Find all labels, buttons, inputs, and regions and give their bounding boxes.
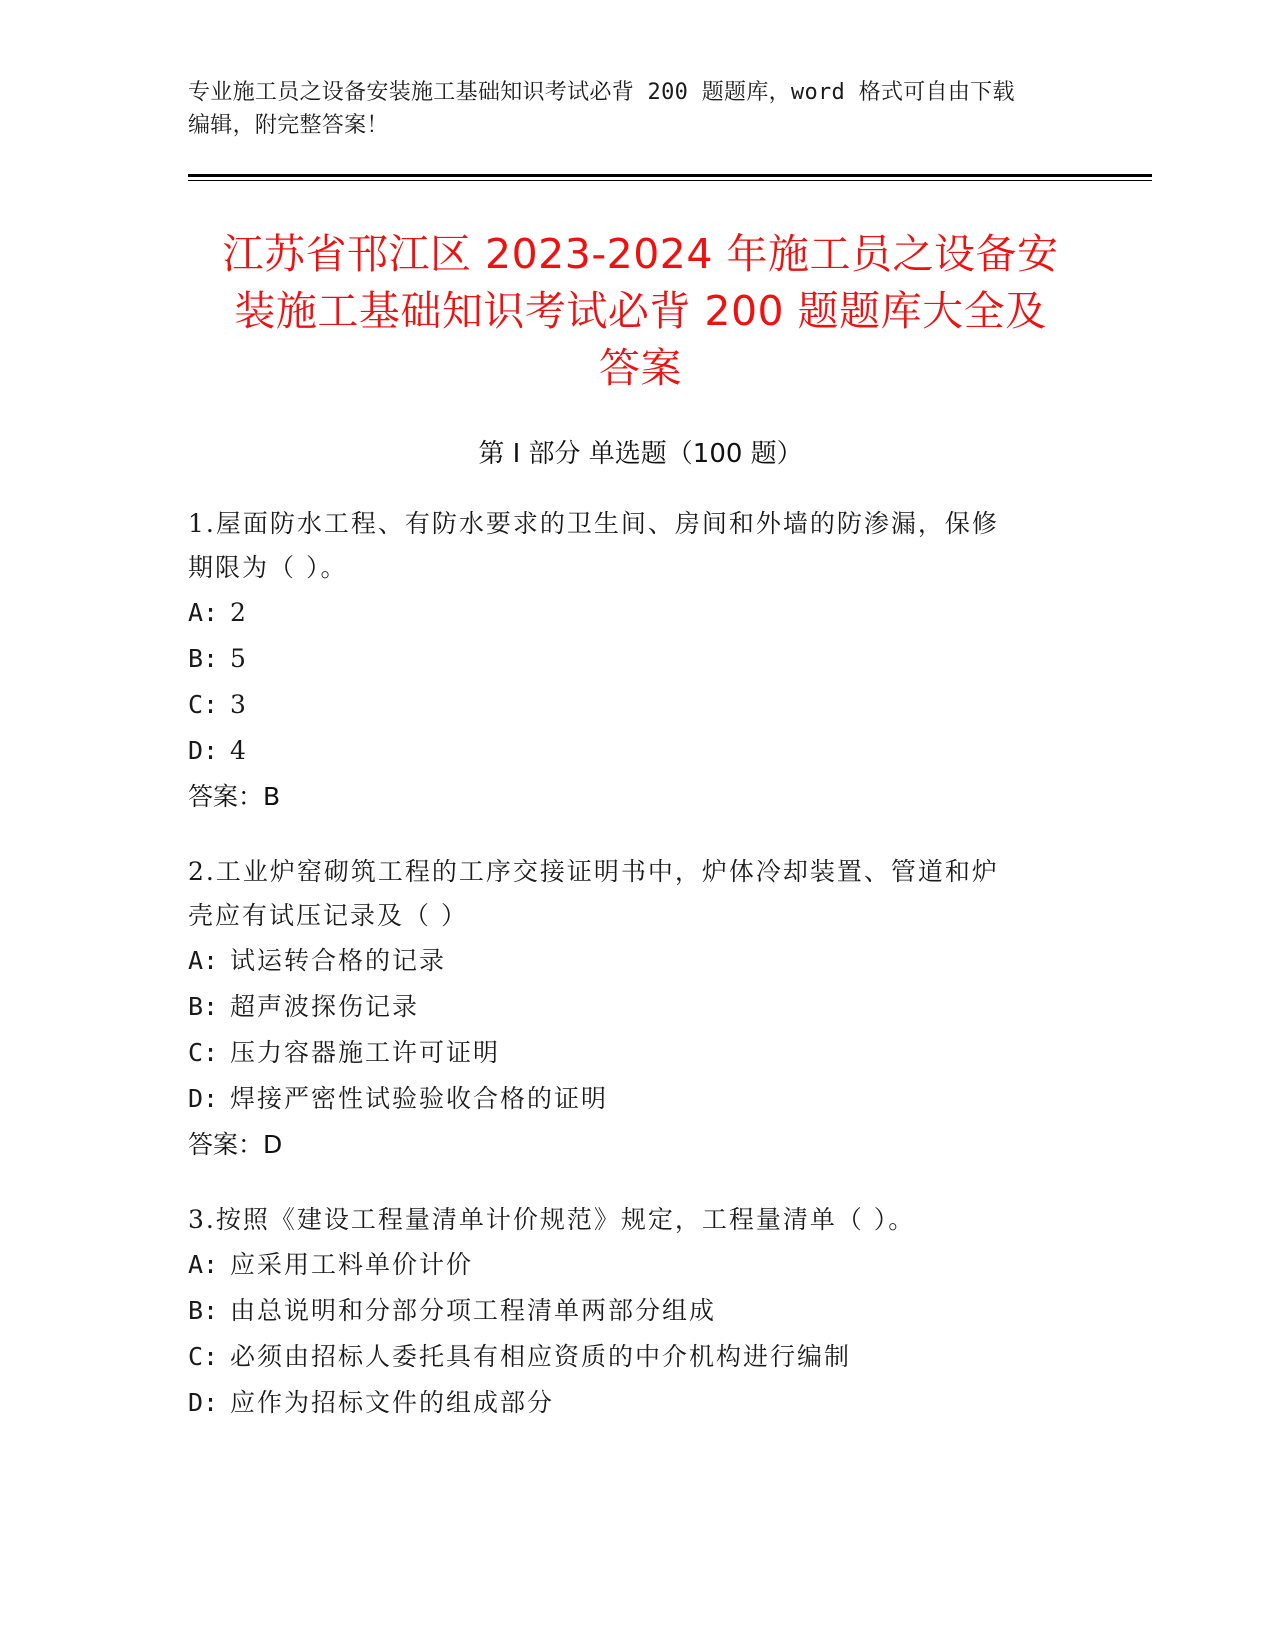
option-letter: D: (188, 736, 219, 765)
question-3 (188, 1198, 1088, 1426)
option-a (188, 590, 1088, 636)
question-stem: 1.屋面防水工程、有防水要求的卫生间、房间和外墙的防渗漏，保修 (188, 509, 999, 538)
question-stem: 期限为（ ）。 (188, 553, 348, 582)
question-stem: 2.工业炉窑砌筑工程的工序交接证明书中，炉体冷却装置、管道和炉 (188, 857, 999, 886)
option-d (188, 1380, 1088, 1426)
document-title (188, 226, 1093, 397)
answer-line: 答案：B (188, 782, 281, 811)
option-d (188, 728, 1088, 774)
option-d (188, 1076, 1088, 1122)
option-text: 应作为招标文件的组成部分 (230, 1388, 555, 1417)
section-heading: 第 I 部分 单选题（100 题） (478, 439, 803, 469)
header-rule-thin (188, 180, 1152, 181)
option-letter: D: (188, 1084, 219, 1113)
title-line: 江苏省邗江区 2023-2024 年施工员之设备安 (222, 230, 1059, 278)
option-letter: D: (188, 1388, 219, 1417)
option-b (188, 1288, 1088, 1334)
option-letter: C: (188, 1342, 219, 1371)
question-stem: 3.按照《建设工程量清单计价规范》规定，工程量清单（ ）。 (188, 1205, 916, 1234)
header-note-line: 专业施工员之设备安装施工基础知识考试必背 200 题题库，word 格式可自由下载 (188, 80, 1015, 105)
question-1 (188, 502, 1088, 820)
option-letter: B: (188, 1296, 219, 1325)
header-note (188, 76, 1068, 142)
header-note-line: 编辑，附完整答案！ (188, 113, 389, 138)
option-b (188, 636, 1088, 682)
option-text: 必须由招标人委托具有相应资质的中介机构进行编制 (230, 1342, 852, 1371)
answer-line: 答案：D (188, 1130, 283, 1159)
option-text: 2 (230, 598, 248, 627)
option-letter: C: (188, 690, 219, 719)
question-2 (188, 850, 1088, 1168)
header-rule (188, 174, 1152, 177)
option-c (188, 1030, 1088, 1076)
option-text: 5 (230, 644, 248, 673)
option-letter: A: (188, 1250, 219, 1279)
option-letter: A: (188, 946, 219, 975)
question-stem: 壳应有试压记录及（ ） (188, 901, 468, 930)
option-letter: B: (188, 992, 219, 1021)
option-text: 焊接严密性试验验收合格的证明 (230, 1084, 609, 1113)
option-text: 3 (230, 690, 248, 719)
option-text: 超声波探伤记录 (230, 992, 420, 1021)
option-text: 压力容器施工许可证明 (230, 1038, 501, 1067)
option-letter: C: (188, 1038, 219, 1067)
option-letter: B: (188, 644, 219, 673)
option-c (188, 1334, 1088, 1380)
option-text: 由总说明和分部分项工程清单两部分组成 (230, 1296, 717, 1325)
option-letter: A: (188, 598, 219, 627)
option-text: 试运转合格的记录 (230, 946, 447, 975)
option-text: 4 (230, 736, 248, 765)
title-line: 装施工基础知识考试必背 200 题题库大全及 (234, 287, 1047, 335)
title-line: 答案 (599, 344, 682, 392)
option-b (188, 984, 1088, 1030)
option-a (188, 938, 1088, 984)
option-a (188, 1242, 1088, 1288)
option-text: 应采用工料单价计价 (230, 1250, 474, 1279)
option-c (188, 682, 1088, 728)
